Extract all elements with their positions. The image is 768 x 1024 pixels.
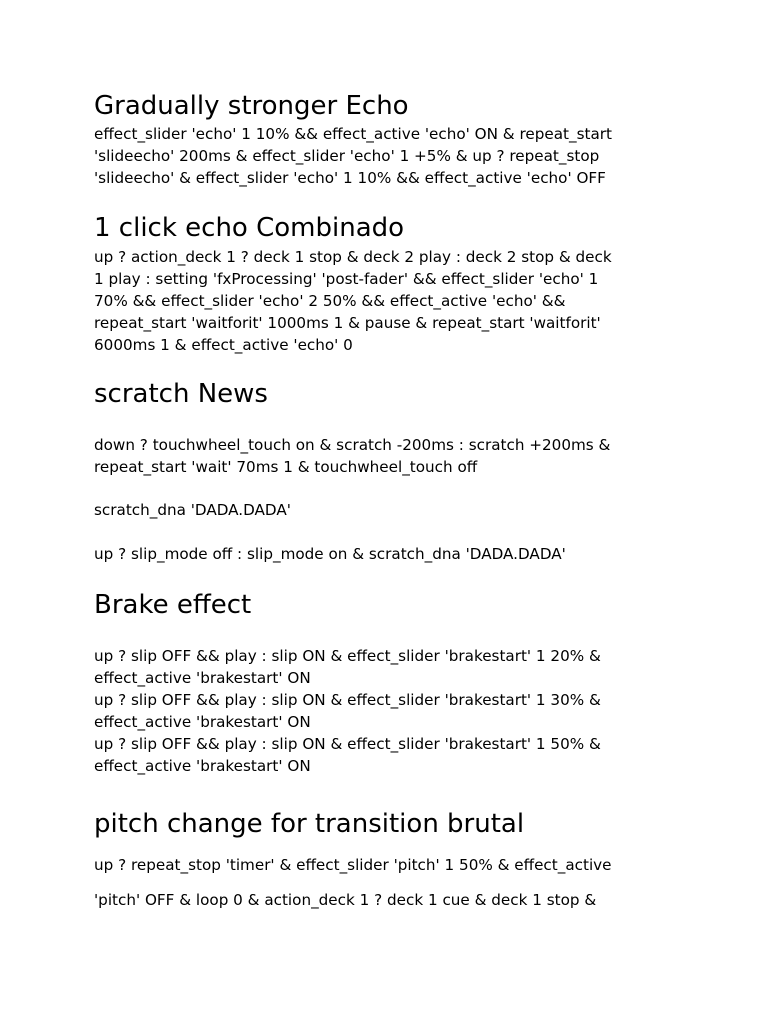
text-line: 6000ms 1 & effect_active 'echo' 0	[94, 336, 353, 354]
text-line: effect_active 'brakestart' ON	[94, 713, 311, 731]
text-line: up ? action_deck 1 ? deck 1 stop & deck 2 play : deck 2 stop & deck	[94, 248, 612, 266]
text-line: up ? slip_mode off : slip_mode on & scratch_dna 'DADA.DADA'	[94, 545, 566, 563]
text-line: effect_slider 'echo' 1 10% && effect_active 'echo' ON & repeat_start	[94, 125, 612, 143]
text-line: up ? slip OFF && play : slip ON & effect_slider 'brakestart' 1 30% &	[94, 691, 601, 709]
text-line: effect_active 'brakestart' ON	[94, 757, 311, 775]
text-line: 'pitch' OFF & loop 0 & action_deck 1 ? deck 1 cue & deck 1 stop &	[94, 891, 597, 909]
text-line: repeat_start 'wait' 70ms 1 & touchwheel_touch off	[94, 458, 478, 476]
text-line: 'slideecho' 200ms & effect_slider 'echo' 1 +5% & up ? repeat_stop	[94, 147, 600, 165]
text-line: up ? slip OFF && play : slip ON & effect_slider 'brakestart' 1 20% &	[94, 647, 601, 665]
text-line: up ? slip OFF && play : slip ON & effect_slider 'brakestart' 1 50% &	[94, 735, 601, 753]
text-line: 'slideecho' & effect_slider 'echo' 1 10% && effect_active 'echo' OFF	[94, 169, 606, 187]
heading-pitch-change: pitch change for transition brutal	[94, 809, 525, 839]
text-line: up ? repeat_stop 'timer' & effect_slider 'pitch' 1 50% & effect_active	[94, 856, 612, 874]
text-line: down ? touchwheel_touch on & scratch -200ms : scratch +200ms &	[94, 436, 611, 454]
heading-brake-effect: Brake effect	[94, 590, 252, 620]
heading-1-click-echo-combinado: 1 click echo Combinado	[94, 213, 405, 243]
text-line: 70% && effect_slider 'echo' 2 50% && effect_active 'echo' &&	[94, 292, 566, 310]
heading-scratch-news: scratch News	[94, 379, 268, 409]
text-line: effect_active 'brakestart' ON	[94, 669, 311, 687]
text-line: 1 play : setting 'fxProcessing' 'post-fader' && effect_slider 'echo' 1	[94, 270, 599, 288]
text-line: repeat_start 'waitforit' 1000ms 1 & pause & repeat_start 'waitforit'	[94, 314, 601, 332]
heading-gradually-stronger-echo: Gradually stronger Echo	[94, 91, 409, 121]
text-line: scratch_dna 'DADA.DADA'	[94, 501, 291, 519]
